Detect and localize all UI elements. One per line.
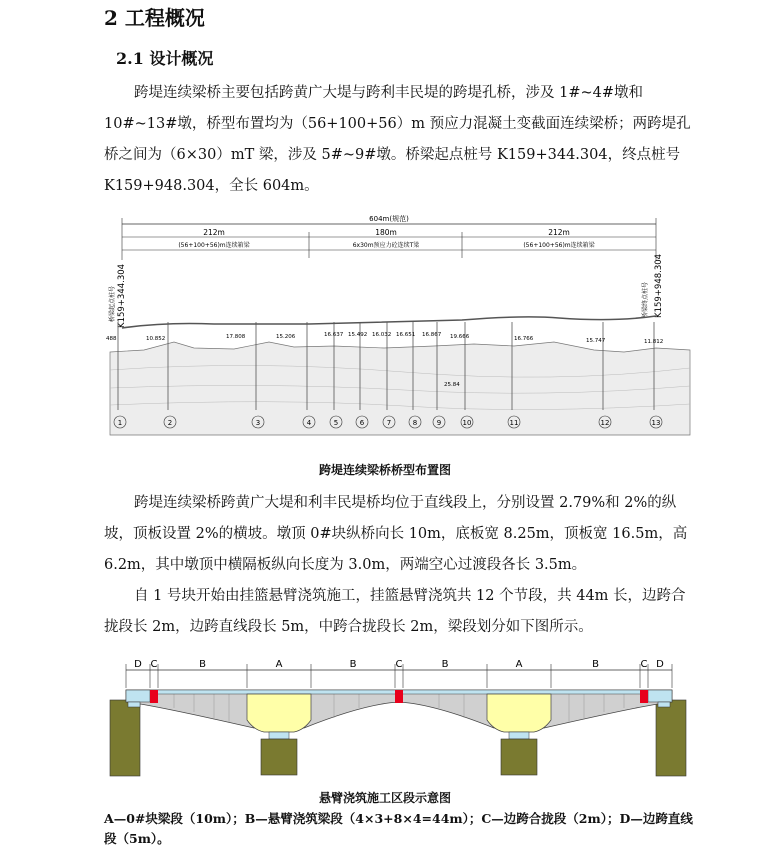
- paragraph-alignment-text: 跨堤连续梁桥跨黄广大堤和利丰民堤桥均位于直线段上，分别设置 2.79%和 2%的纵坡，顶板设置 2%的横坡。墩顶 0#块纵桥向长 10m，底板宽 8.25m，顶板宽 16.5m，高 6.2m，其中墩顶中横隔板纵向长度为 3.0m，两端空心过渡段各长 3.5m。: [104, 495, 688, 573]
- segment-legend: A—0#块梁段（10m）；B—悬臂浇筑梁段（4×3+8×4=44m）；C—边跨合拢段（2m）；D—边跨直线段（5m）。: [104, 811, 693, 846]
- elevation-label: 16.637: [324, 332, 344, 338]
- pier-number: 2: [167, 419, 173, 427]
- figure1-caption: 跨堤连续梁桥桥型布置图: [318, 463, 451, 477]
- span-length-1: 212m: [203, 228, 225, 237]
- mid-closure: [395, 690, 403, 703]
- pier-number: 10: [462, 419, 472, 427]
- pier-number: 9: [436, 419, 442, 427]
- segment-label: C: [640, 659, 648, 670]
- elevation-label: 10.852: [146, 336, 166, 342]
- pier-number: 4: [306, 419, 312, 427]
- pier-number: 12: [600, 419, 610, 427]
- pier-number: 3: [255, 419, 261, 427]
- paragraph-construction: [104, 581, 694, 643]
- elevation-label: 17.808: [226, 334, 246, 340]
- end-station-caption: 桥梁终点桩号: [642, 281, 649, 318]
- segment-label: A: [515, 659, 523, 670]
- segment-labels: [126, 659, 672, 688]
- elevation-label: 16.651: [396, 332, 416, 338]
- total-length-label: 604m(规范): [369, 215, 409, 223]
- elevation-label: 15.747: [586, 338, 606, 344]
- pier-right: [501, 739, 537, 775]
- pier-number: 13: [651, 419, 661, 427]
- pier-left: [261, 739, 297, 775]
- pier-block-left: [247, 694, 311, 732]
- pier-number: 6: [359, 419, 365, 427]
- paragraph-construction-text: 自 1 号块开始由挂篮悬臂浇筑施工，挂篮悬臂浇筑共 12 个节段，共 44m 长，边跨合拢段长 2m，边跨直线段长 5m，中跨合拢段长 2m，梁段划分如下图所示。: [104, 588, 686, 635]
- cantilever-segment-figure: [104, 650, 694, 778]
- bearing-left: [269, 732, 289, 739]
- figure2-caption: 悬臂浇筑施工区段示意图: [318, 791, 451, 805]
- segment-label: B: [349, 659, 357, 670]
- subsection-heading: 2.1 设计概况: [116, 49, 214, 68]
- segment-label: B: [441, 659, 449, 670]
- elevation-label: 16.032: [372, 332, 392, 338]
- side-straight-left: [126, 690, 150, 702]
- segment-label: C: [395, 659, 403, 670]
- span-note-3: (56+100+56)m连续箱梁: [523, 242, 595, 249]
- segment-label: A: [275, 659, 283, 670]
- span-length-3: 212m: [548, 228, 570, 237]
- pier-number: 1: [117, 419, 123, 427]
- paragraph-overview: [104, 78, 694, 202]
- pier-number: 7: [386, 419, 392, 427]
- segment-label: D: [656, 659, 664, 670]
- paragraph-alignment: [104, 488, 694, 581]
- pier-number: 8: [412, 419, 418, 427]
- start-station-caption: 桥梁起点桩号: [109, 285, 116, 322]
- start-station: K159+344.304: [117, 263, 127, 328]
- pier-block-right: [487, 694, 551, 732]
- end-bearing-right: [658, 702, 670, 707]
- end-bearing-left: [128, 702, 140, 707]
- segment-label: C: [150, 659, 158, 670]
- elevation-label: 15.492: [348, 332, 368, 338]
- side-straight-right: [648, 690, 672, 702]
- span-note-2: 6x30m预应力砼连续T梁: [352, 242, 420, 249]
- section-heading: 2 工程概况: [104, 6, 205, 30]
- paragraph-overview-text: 跨堤连续梁桥主要包括跨黄广大堤与跨利丰民堤的跨堤孔桥，涉及 1#~4#墩和10#~13#墩，桥型布置均为（56+100+56）m 预应力混凝土变截面连续梁桥；两跨堤孔桥之间为（6×30）mT 梁，涉及 5#~9#墩。桥梁起点桩号 K159+344.304，终点桩号K159+948.304，全长 604m。: [104, 85, 691, 194]
- side-closure-left: [150, 690, 158, 703]
- side-closure-right: [640, 690, 648, 703]
- elevation-label: 16.766: [514, 336, 534, 342]
- segment-label: B: [199, 659, 206, 670]
- left-abutment: [110, 700, 140, 776]
- elevation-label: 11.812: [644, 339, 664, 345]
- pier-number: 5: [333, 419, 339, 427]
- span-note-1: (56+100+56)m连续箱梁: [178, 242, 250, 249]
- span-length-2: 180m: [375, 228, 397, 237]
- segment-label: D: [134, 659, 142, 670]
- bridge-layout-figure: [104, 210, 694, 445]
- bearing-right: [509, 732, 529, 739]
- elevation-label: 488: [106, 336, 117, 342]
- elevation-label: 25.84: [444, 382, 460, 388]
- right-abutment: [656, 700, 686, 776]
- bridge-deck-line: [122, 316, 656, 328]
- elevation-label: 15.206: [276, 334, 296, 340]
- pier-number: 11: [509, 419, 519, 427]
- elevation-label: 19.666: [450, 334, 470, 340]
- end-station: K159+948.304: [654, 253, 664, 318]
- segment-label: B: [592, 659, 599, 670]
- elevation-label: 16.867: [422, 332, 442, 338]
